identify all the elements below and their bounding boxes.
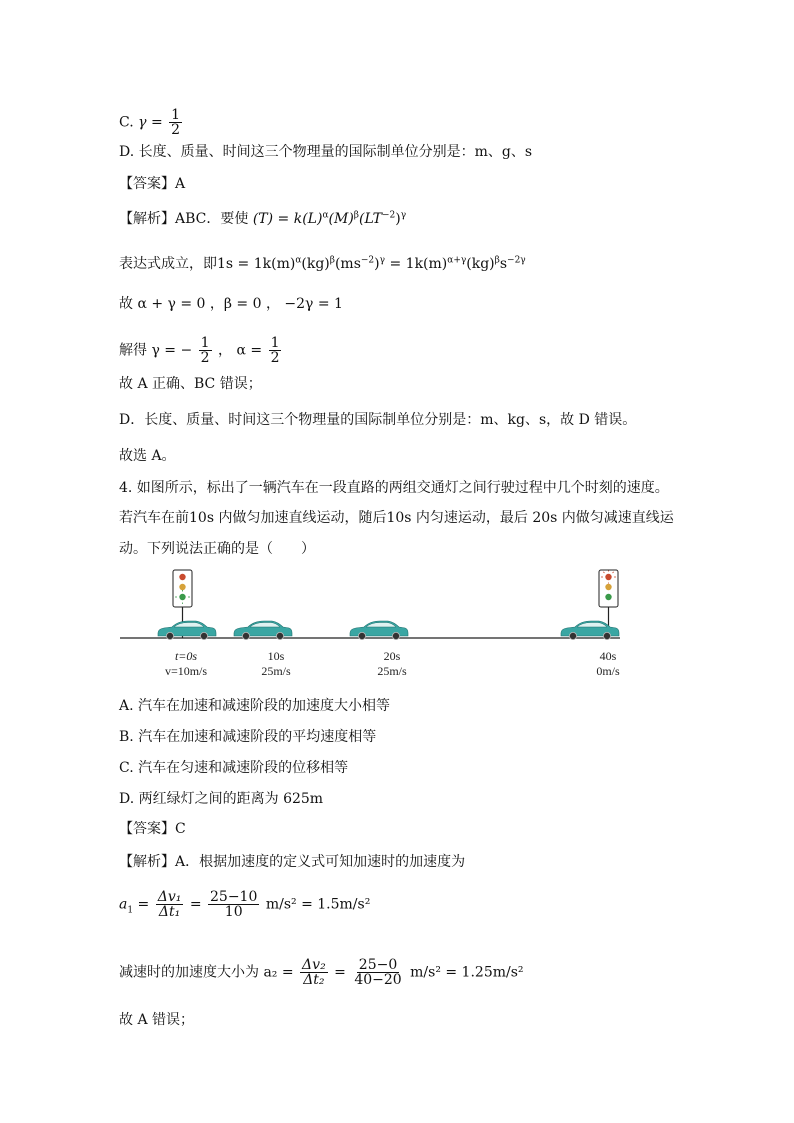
formula-part: (T) = k(L): [252, 211, 323, 227]
formula-part: (kg): [466, 256, 495, 272]
label-t1-speed: 25m/s: [261, 664, 291, 678]
formula-part: 解得 γ = −: [119, 342, 193, 359]
car-0: [158, 621, 216, 640]
formula-part: =: [334, 964, 346, 981]
fraction-denominator: 2: [270, 350, 280, 366]
formula-part: 表达式成立，即1s = 1k(m): [119, 256, 296, 272]
formula-part: ): [395, 211, 401, 227]
formula-part: a: [119, 896, 128, 913]
q4-analysis-a2: [119, 958, 524, 987]
analysis-head: 【解析】ABC．要使: [119, 211, 249, 227]
fraction: [208, 890, 259, 919]
superscript: −2γ: [507, 255, 526, 266]
fraction: [169, 108, 182, 137]
formula-part: (ms: [334, 256, 361, 272]
fraction-numerator: Δv₂: [302, 957, 326, 973]
fraction-denominator: 10: [224, 904, 243, 920]
label-t2-time: 20s: [383, 649, 401, 663]
formula-part: =: [133, 896, 150, 913]
q3-analysis-line5: 故 A 正确、BC 错误；: [119, 376, 262, 392]
fraction: [352, 958, 403, 987]
formula-part: m/s² = 1.5m/s²: [265, 896, 371, 913]
fraction-numerator: 25−10: [210, 889, 258, 905]
q3-option-c: [119, 108, 184, 137]
q3-analysis-line7: 故选 A。: [119, 448, 176, 464]
q3-analysis-line1: [119, 209, 406, 229]
q4-answer: 【答案】C: [119, 821, 186, 837]
car-1: [234, 621, 292, 640]
fraction-numerator: 1: [270, 335, 280, 351]
formula-part: (M): [328, 211, 354, 227]
superscript: γ: [400, 210, 407, 221]
q4-stem-line3: 动。下列说法正确的是（ ）: [119, 541, 315, 557]
q4-stem-line2: 若汽车在前10s 内做匀加速直线运动，随后10s 内匀速运动，最后 20s 内做匀减速直线运: [119, 510, 674, 526]
formula-part: ， α =: [218, 342, 263, 359]
formula-part: (LT: [358, 211, 382, 227]
q4-option-c: C. 汽车在匀速和减速阶段的位移相等: [119, 760, 349, 776]
superscript: β: [329, 255, 335, 266]
q3-answer: 【答案】A: [119, 176, 186, 192]
superscript: α: [295, 255, 302, 266]
formula-part: (kg): [301, 256, 330, 272]
formula-part: s: [499, 256, 508, 272]
fraction-denominator: Δt₂: [303, 972, 325, 988]
superscript: α: [322, 210, 329, 221]
fraction-denominator: 2: [200, 350, 210, 366]
q3-analysis-line3: 故 α + γ = 0 ，β = 0 ， −2γ = 1: [119, 296, 343, 312]
fraction: [300, 958, 328, 987]
car-3: [561, 621, 619, 640]
q3-option-d: D. 长度、质量、时间这三个物理量的国际制单位分别是：m、g、s: [119, 144, 533, 160]
traffic-light-figure: [118, 566, 628, 682]
option-label: C.: [119, 114, 134, 131]
superscript: −2: [360, 255, 375, 266]
q4-analysis-head: 【解析】A．根据加速度的定义式可知加速时的加速度为: [119, 854, 466, 870]
label-t0-speed: v=10m/s: [164, 664, 208, 678]
fraction-denominator: 2: [171, 122, 181, 138]
q4-option-d: D. 两红绿灯之间的距离为 625m: [119, 791, 324, 807]
superscript: β: [494, 255, 500, 266]
q4-option-b: B. 汽车在加速和减速阶段的平均速度相等: [119, 729, 377, 745]
fraction-numerator: 1: [200, 335, 210, 351]
label-t0-time: t=0s: [174, 649, 198, 663]
q4-option-a: A. 汽车在加速和减速阶段的加速度大小相等: [119, 698, 391, 714]
q3-analysis-line2: [119, 254, 526, 274]
superscript: −2: [381, 210, 396, 221]
fraction-denominator: 40−20: [354, 972, 402, 988]
superscript: β: [353, 210, 359, 221]
label-t3-speed: 0m/s: [596, 664, 620, 678]
fraction-numerator: 25−0: [358, 957, 398, 973]
formula-part: =: [189, 896, 202, 913]
fraction: [199, 336, 212, 365]
fraction-denominator: Δt₁: [158, 904, 181, 920]
formula-part: 减速时的加速度大小为 a₂ =: [119, 964, 294, 981]
subscript: 1: [127, 905, 134, 916]
fraction: [269, 336, 282, 365]
formula-part: m/s² = 1.25m/s²: [410, 964, 524, 981]
q3-analysis-line4: [119, 336, 283, 365]
label-t2-speed: 25m/s: [377, 664, 407, 678]
q4-stem-line1: 4. 如图所示，标出了一辆汽车在一段直路的两组交通灯之间行驶过程中几个时刻的速度。: [119, 480, 669, 496]
q4-analysis-a1: [119, 890, 370, 919]
fraction-numerator: 1: [171, 107, 181, 123]
fraction: [156, 890, 184, 919]
fraction-numerator: Δv₁: [157, 889, 182, 905]
label-t1-time: 10s: [267, 649, 285, 663]
superscript: γ: [379, 255, 386, 266]
superscript: α+γ: [447, 255, 467, 266]
q4-analysis-conclusion: 故 A 错误；: [119, 1012, 195, 1028]
formula-part: ): [374, 256, 380, 272]
formula: γ =: [138, 114, 163, 131]
q3-analysis-line6: D．长度、质量、时间这三个物理量的国际制单位分别是：m、kg、s，故 D 错误。: [119, 412, 637, 428]
formula-part: = 1k(m): [385, 256, 448, 272]
label-t3-time: 40s: [599, 649, 617, 663]
car-2: [350, 621, 408, 640]
